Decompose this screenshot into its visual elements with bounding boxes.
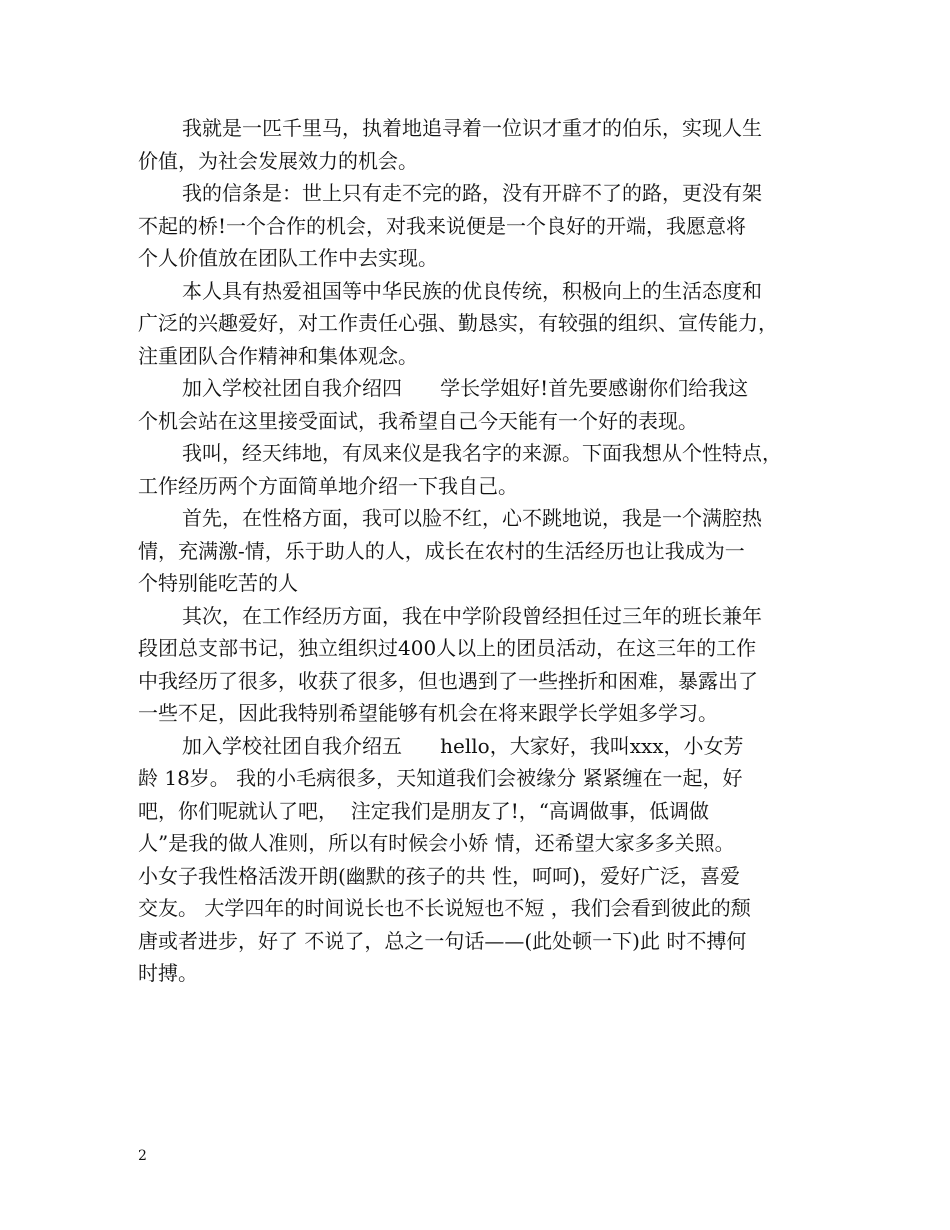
text-line: 我叫，经天纬地，有凤来仪是我名字的来源。下面我想从个性特点， [182,441,782,465]
text-line: 首先，在性格方面，我可以脸不红，心不跳地说，我是一个满腔热 [182,506,762,530]
text-line: 唐或者进步，好了 不说了，总之一句话——(此处顿一下)此 时不搏何 [138,928,747,953]
text-line: 吧，你们呢就认了吧， 注定我们是朋友了!，“高调做事，低调做 [138,798,709,823]
text-line: 注重团队合作精神和集体观念。 [138,343,418,368]
text-line: 中我经历了很多，收获了很多，但也遇到了一些挫折和困难，暴露出了 [138,668,758,693]
text-line: 交友。 大学四年的时间说长也不长说短也不短 ，我们会看到彼此的颓 [138,896,751,920]
text-line: 段团总支部书记，独立组织过400人以上的团员活动，在这三年的工作 [138,636,757,660]
text-line: 加入学校社团自我介绍五 hello，大家好，我叫xxx，小女芳 [182,733,744,758]
text-line: 其次，在工作经历方面，我在中学阶段曾经担任过三年的班长兼年 [182,603,762,628]
page-number: 2 [138,1148,147,1164]
text-line: 龄 18岁。 我的小毛病很多，天知道我们会被缘分 紧紧缠在一起，好 [138,766,743,790]
text-line: 本人具有热爱祖国等中华民族的优良传统，积极向上的生活态度和 [182,278,762,303]
text-line: 人”是我的做人准则，所以有时候会小娇 情，还希望大家多多关照。 [138,831,735,855]
text-line: 一些不足，因此我特别希望能够有机会在将来跟学长学姐多学习。 [138,701,718,725]
text-line: 广泛的兴趣爱好，对工作责任心强、勤恳实，有较强的组织、宣传能力， [138,311,778,335]
text-line: 工作经历两个方面简单地介绍一下我自己。 [138,473,518,498]
text-line: 个机会站在这里接受面试，我希望自己今天能有一个好的表现。 [138,408,698,433]
text-line: 不起的桥!一个合作的机会，对我来说便是一个良好的开端，我愿意将 [138,213,747,238]
text-line: 小女子我性格活泼开朗(幽默的孩子的共 性，呵呵)，爱好广泛，喜爱 [138,863,740,888]
text-line: 我就是一匹千里马，执着地追寻着一位识才重才的伯乐，实现人生 [182,116,762,140]
text-line: 我的信条是：世上只有走不完的路，没有开辟不了的路，更没有架 [182,181,762,205]
text-line: 价值，为社会发展效力的机会。 [138,148,418,173]
text-line: 个特别能吃苦的人 [138,571,298,595]
document-body [138,112,824,990]
text-line: 时搏。 [138,961,198,985]
text-line: 情，充满激-情，乐于助人的人，成长在农村的生活经历也让我成为一 [138,538,745,563]
text-line: 个人价值放在团队工作中去实现。 [138,246,438,270]
text-line: 加入学校社团自我介绍四 学长学姐好!首先要感谢你们给我这 [182,376,749,400]
